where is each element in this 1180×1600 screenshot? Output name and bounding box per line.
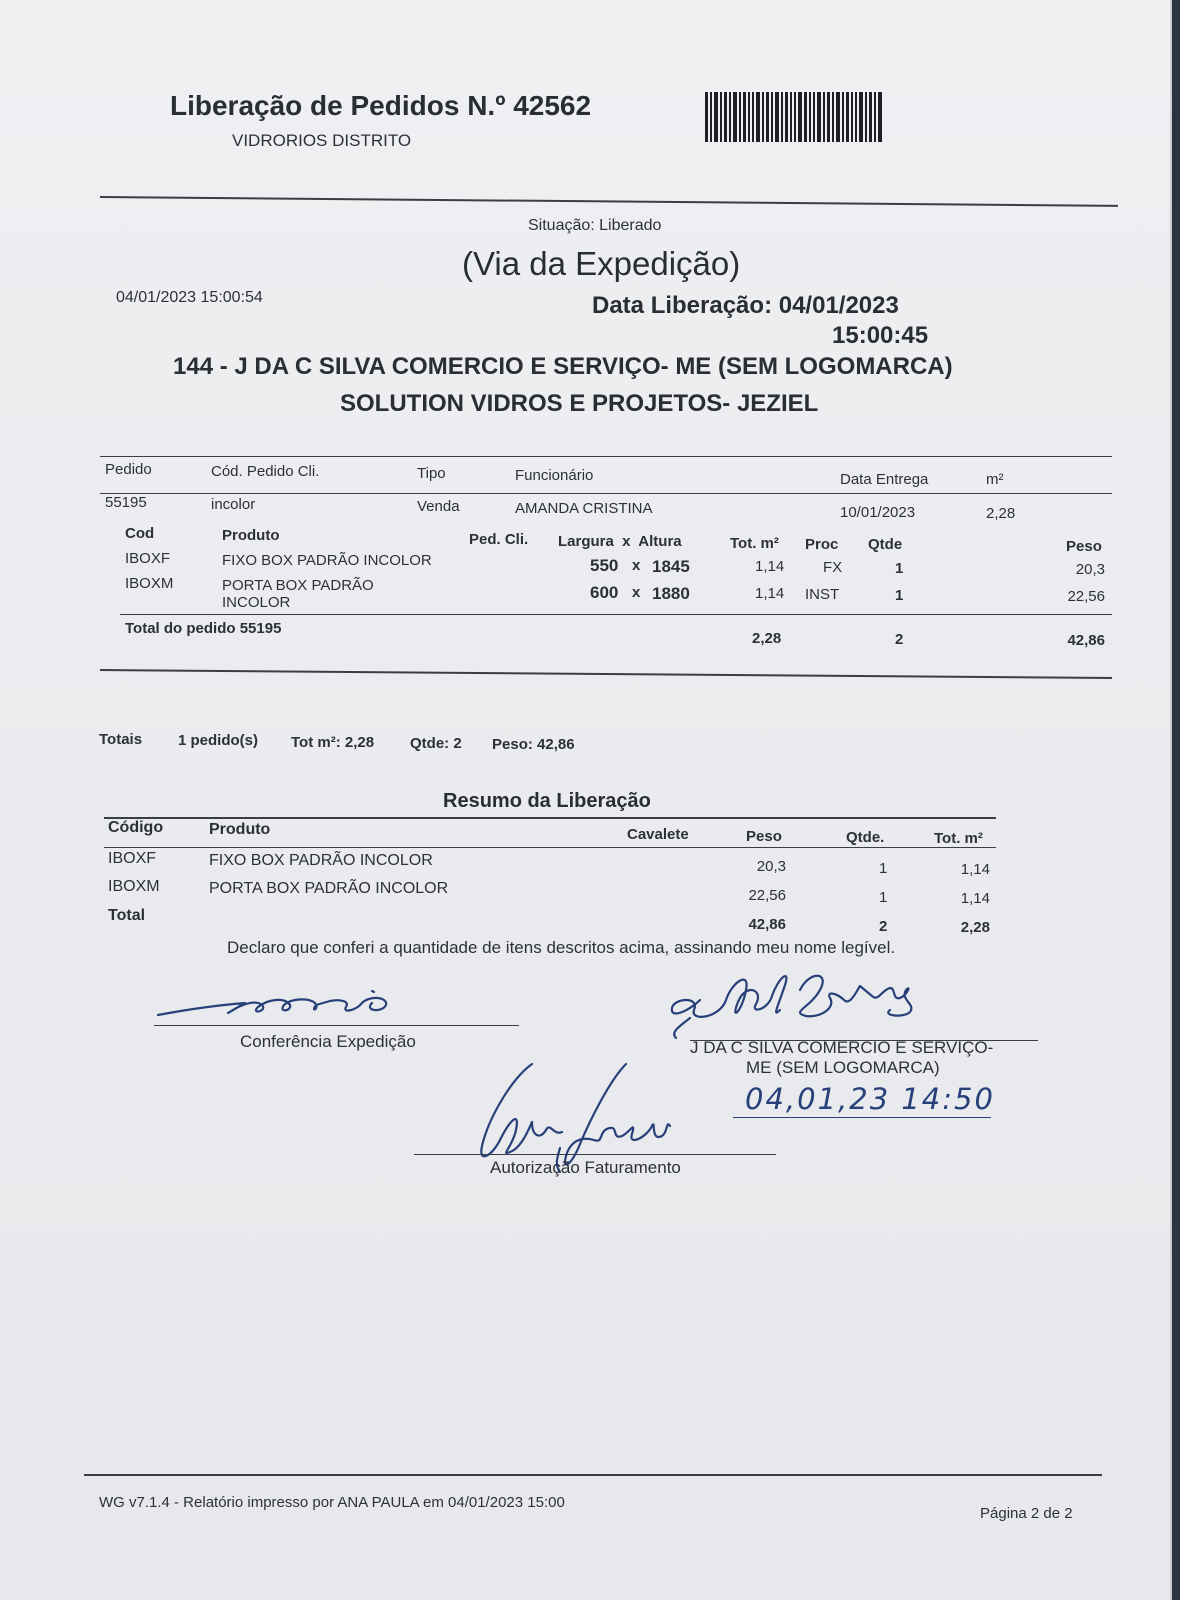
item-header-produto: Produto <box>222 527 280 544</box>
client-signature-name-cont: ME (SEM LOGOMARCA) <box>746 1058 940 1077</box>
resumo-codigo: IBOXF <box>108 850 157 867</box>
item-header-cod: Cod <box>125 525 155 542</box>
col-header-m2: m² <box>986 471 1004 488</box>
col-header-pedido: Pedido <box>105 461 152 478</box>
resumo-total-qtde: 2 <box>879 918 888 935</box>
totais-label: Totais <box>99 731 143 748</box>
order-total-qtde: 2 <box>895 631 904 648</box>
item-qtde: 1 <box>895 560 904 577</box>
item-tot-m2: 1,14 <box>755 558 785 575</box>
company-name: VIDRORIOS DISTRITO <box>232 131 412 150</box>
item-qtde: 1 <box>895 587 904 604</box>
declaration-text: Declaro que conferi a quantidade de itens descritos acima, assinando meu nome legível. <box>227 938 896 957</box>
resumo-header-peso: Peso <box>746 828 782 845</box>
conferencia-signature <box>150 985 410 1025</box>
order-cod-pedido-cli: incolor <box>211 496 256 513</box>
resumo-header-cavalete: Cavalete <box>627 826 689 843</box>
items-total-rule <box>120 614 1112 615</box>
order-tipo: Venda <box>417 498 460 515</box>
item-header-proc: Proc <box>805 536 839 553</box>
print-timestamp: 04/01/2023 15:00:54 <box>116 289 263 306</box>
resumo-produto: FIXO BOX PADRÃO INCOLOR <box>209 852 433 869</box>
item-peso: 22,56 <box>1067 588 1105 605</box>
item-header-peso: Peso <box>1066 538 1102 555</box>
document-title: Liberação de Pedidos N.º 42562 <box>170 90 592 121</box>
item-cod: IBOXF <box>125 550 171 567</box>
resumo-header-produto: Produto <box>209 821 271 838</box>
order-header-rule <box>100 493 1112 494</box>
order-bottom-rule <box>100 669 1112 679</box>
handwritten-date: 04,01,23 14:50 <box>745 1082 995 1116</box>
autorizacao-line <box>414 1154 776 1155</box>
resumo-total-label: Total <box>108 907 146 924</box>
resumo-header-qtde: Qtde. <box>846 829 885 846</box>
order-m2: 2,28 <box>986 505 1016 522</box>
resumo-tot-m2: 1,14 <box>960 861 990 878</box>
item-cod: IBOXM <box>125 575 174 592</box>
totais-tot-m2: Tot m²: 2,28 <box>291 734 375 751</box>
data-liberacao: Data Liberação: 04/01/2023 <box>592 292 899 319</box>
totais-qtde: Qtde: 2 <box>410 735 462 752</box>
order-funcionario: AMANDA CRISTINA <box>515 500 653 517</box>
situacao-status: Situação: Liberado <box>528 217 662 234</box>
resumo-qtde: 1 <box>879 889 888 906</box>
conferencia-label: Conferência Expedição <box>240 1032 416 1051</box>
hora-liberacao: 15:00:45 <box>832 322 929 349</box>
resumo-qtde: 1 <box>879 860 888 877</box>
resumo-produto: PORTA BOX PADRÃO INCOLOR <box>209 880 449 897</box>
item-altura: 1845 <box>652 557 690 576</box>
item-header-largura-altura: Largura x Altura <box>558 533 682 550</box>
client-name: 144 - J DA C SILVA COMERCIO E SERVIÇO- ME (SEM LOGOMARCA) <box>173 353 953 380</box>
order-pedido: 55195 <box>105 494 147 511</box>
resumo-tot-m2: 1,14 <box>960 890 990 907</box>
item-largura: 600 <box>590 583 619 602</box>
item-altura: 1880 <box>652 584 690 603</box>
page-number: Página 2 de 2 <box>980 1505 1073 1522</box>
item-tot-m2: 1,14 <box>755 585 785 602</box>
item-largura: 550 <box>590 556 619 575</box>
item-header-qtde: Qtde <box>868 536 903 553</box>
item-x: x <box>632 557 641 574</box>
barcode <box>705 92 883 144</box>
item-produto: PORTA BOX PADRÃO <box>222 577 374 594</box>
item-x: x <box>632 584 641 601</box>
resumo-header-rule <box>104 847 996 848</box>
totais-peso: Peso: 42,86 <box>492 736 575 753</box>
item-proc: FX <box>823 559 843 576</box>
item-peso: 20,3 <box>1075 561 1105 578</box>
col-header-tipo: Tipo <box>417 465 446 482</box>
client-signature <box>660 960 940 1050</box>
autorizacao-label: Autorização Faturamento <box>490 1158 681 1177</box>
totais-pedidos: 1 pedido(s) <box>178 732 259 749</box>
order-total-m2: 2,28 <box>752 630 782 647</box>
resumo-title: Resumo da Liberação <box>443 790 651 812</box>
item-header-ped-cli: Ped. Cli. <box>469 531 529 548</box>
order-total-peso: 42,86 <box>1067 632 1105 649</box>
resumo-header-codigo: Código <box>108 819 164 836</box>
resumo-total-m2: 2,28 <box>960 919 990 936</box>
item-header-tot-m2: Tot. m² <box>730 535 779 552</box>
client-subname: SOLUTION VIDROS E PROJETOS- JEZIEL <box>340 390 819 417</box>
item-proc: INST <box>805 586 840 603</box>
resumo-codigo: IBOXM <box>108 878 160 895</box>
client-signature-name: J DA C SILVA COMERCIO E SERVIÇO- <box>690 1038 994 1057</box>
order-total-label: Total do pedido 55195 <box>125 620 282 637</box>
via-label: (Via da Expedição) <box>462 245 741 282</box>
footer-report-info: WG v7.1.4 - Relatório impresso por ANA PAULA em 04/01/2023 15:00 <box>99 1494 565 1511</box>
resumo-header-tot-m2: Tot. m² <box>934 830 983 847</box>
resumo-total-peso: 42,86 <box>748 916 786 933</box>
handwritten-date-underline <box>733 1117 991 1118</box>
resumo-top-rule <box>104 817 996 819</box>
resumo-peso: 20,3 <box>756 858 786 875</box>
col-header-funcionario: Funcionário <box>515 467 594 484</box>
item-produto-cont: INCOLOR <box>222 594 291 611</box>
header-divider <box>100 196 1118 207</box>
resumo-peso: 22,56 <box>748 887 786 904</box>
item-produto: FIXO BOX PADRÃO INCOLOR <box>222 552 432 569</box>
footer-rule <box>84 1474 1102 1476</box>
conferencia-line <box>154 1025 519 1026</box>
col-header-data-entrega: Data Entrega <box>840 471 929 488</box>
col-header-cod-pedido-cli: Cód. Pedido Cli. <box>211 463 320 480</box>
order-data-entrega: 10/01/2023 <box>840 504 916 521</box>
order-top-rule <box>100 456 1112 457</box>
